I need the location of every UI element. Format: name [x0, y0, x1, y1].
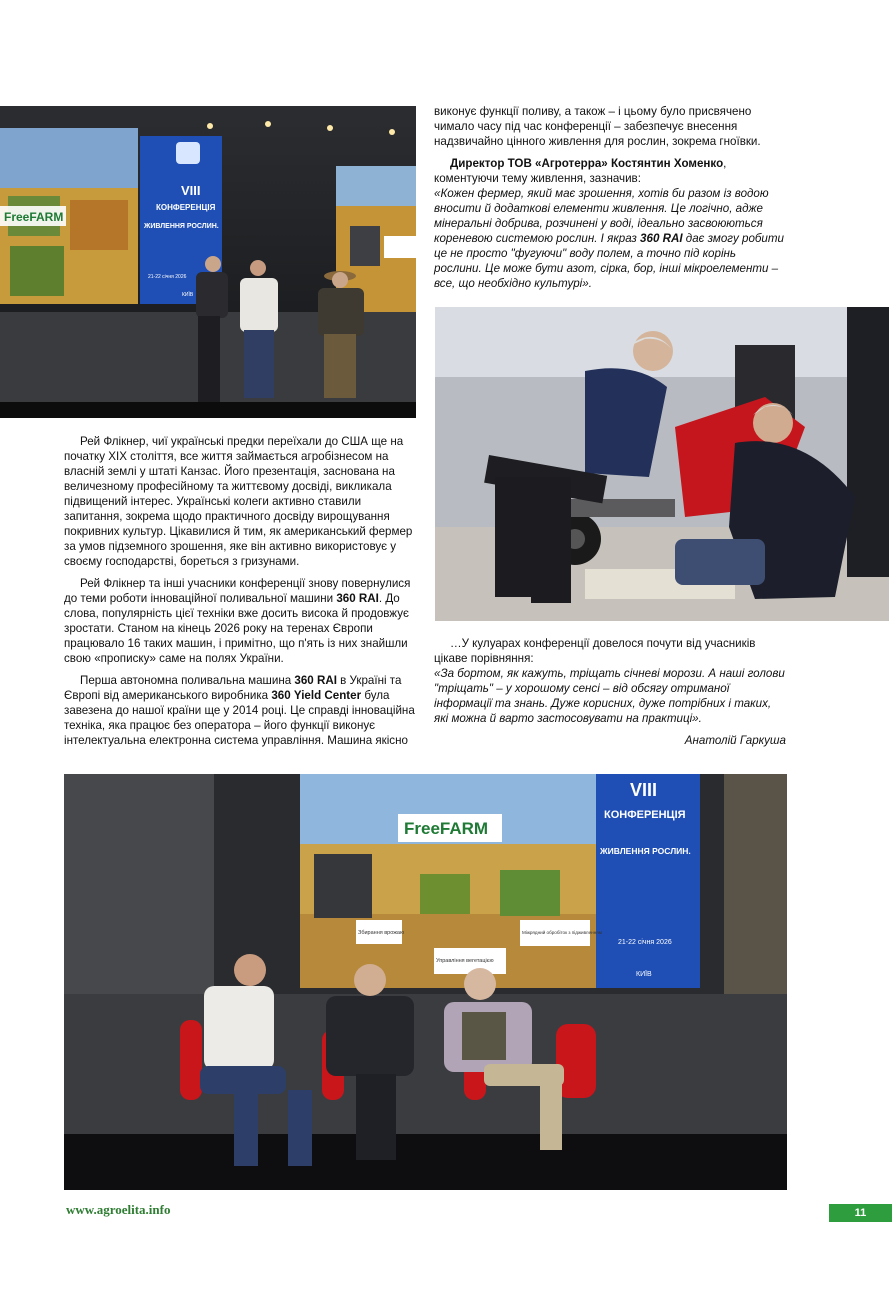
- right-quote-1: «Кожен фермер, який має зрошення, хотів би разом із водою вносити й додаткові елементи живлення. Це логічно, адже мінеральні добрива, розчинені у воді, ідеально засвоюються кореневою системою рослин. І якраз 360 RAI дає змогу робити це не просто "фугуючи" воду полем, а точно під корінь рослини. Це може бути азот, сірка, бор, інші мікроелементи – все, що необхідно культурі».: [434, 187, 784, 290]
- p3-screen-title: ЖИВЛЕННЯ РОСЛИН.: [600, 846, 691, 856]
- p3-tile-interrow: Міжрядний обробіток з підживленням: [522, 930, 602, 935]
- page-number: 11: [829, 1204, 892, 1222]
- right-paragraph-3: …У кулуарах конференції довелося почути від учасників цікаве порівняння:: [434, 637, 756, 665]
- photo-stage-speakers: [0, 106, 416, 418]
- footer-website[interactable]: www.agroelita.info: [66, 1202, 171, 1217]
- p1-freefarm-logo: FreeFARM: [4, 210, 64, 224]
- photo-machine-inspection: [435, 307, 889, 621]
- left-paragraph-3: Перша автономна поливальна машина 360 RAI в Україні та Європі від американського виробника 360 Yield Center була завезена до нашої країни ще у 2014 році. Це справді інноваційна техніка, яка працює без оператора – його функції виконує інтелектуальна електронна система управління. Машина якісно: [64, 674, 415, 747]
- p3-freefarm-logo: FreeFARM: [404, 819, 489, 838]
- p1-conf-word: КОНФЕРЕНЦІЯ: [156, 203, 216, 212]
- p1-screen-city: КИЇВ: [182, 292, 194, 298]
- right-quote-2: «За бортом, як кажуть, тріщать січневі морози. А наші голови "тріщать" – у хорошому сенсі – від обсягу отриманої інформації та знань. Дуже корисних, дуже потрібних і таких, які можна й варто застосовувати на практиці».: [434, 667, 785, 725]
- p3-screen-city: КИЇВ: [636, 971, 652, 978]
- left-paragraph-1: Рей Флікнер, чиї українські предки переїхали до США ще на початку XIX століття, все життя займається агробізнесом на власній землі у штаті Канзас. Його презентація, заснована на величезному професійному та життєвому досвіді, викликала підвищений інтерес. Українські колеги активно ставили запитання, зокрема щодо практичного досвіду вирощування покривних культур. Цікавилися й тим, як американський фермер за умов підземного зрошення, яке він активно використовує у своєму господарстві, бореться з гризунами.: [64, 435, 413, 568]
- article-author: Анатолій Гаркуша: [684, 734, 786, 747]
- right-text-column-bottom: [434, 636, 786, 755]
- photo-panel-discussion: [64, 774, 787, 1190]
- p3-tile-harvest: Збирання врожаю: [358, 930, 405, 936]
- p3-conf-word: КОНФЕРЕНЦІЯ: [604, 809, 686, 821]
- left-text-column: [64, 434, 416, 755]
- p3-conf-num: VIII: [630, 780, 658, 800]
- right-paragraph-1: виконує функції поливу, а також – і цьому було присвячено чимало часу під час конференції – забезпечує внесення надзвичайно цінного живлення для рослин, зокрема гноївки.: [434, 105, 761, 148]
- p1-screen-date: 21-22 січня 2026: [148, 274, 187, 280]
- p3-tile-vegetation: Управління вегетацією: [436, 958, 494, 964]
- p1-screen-title: ЖИВЛЕННЯ РОСЛИН.: [144, 223, 219, 230]
- p1-conf-num: VIII: [181, 183, 201, 198]
- right-paragraph-2: Директор ТОВ «Агротерра» Костянтин Хоменко, коментуючи тему живлення, зазначив:: [434, 157, 727, 185]
- right-text-column-top: [434, 104, 786, 298]
- p3-screen-date: 21-22 січня 2026: [618, 939, 672, 946]
- left-paragraph-2: Рей Флікнер та інші учасники конференції знову повернулися до теми роботи інноваційної поливальної машини 360 RAI. До слова, популярність цієї техніки вже досить висока й продовжує зростати. Станом на кінець 2026 року на теренах Європи працювало 16 таких машин, і примітно, що п'ять із них знайшли свою «прописку» саме на полях України.: [64, 577, 411, 665]
